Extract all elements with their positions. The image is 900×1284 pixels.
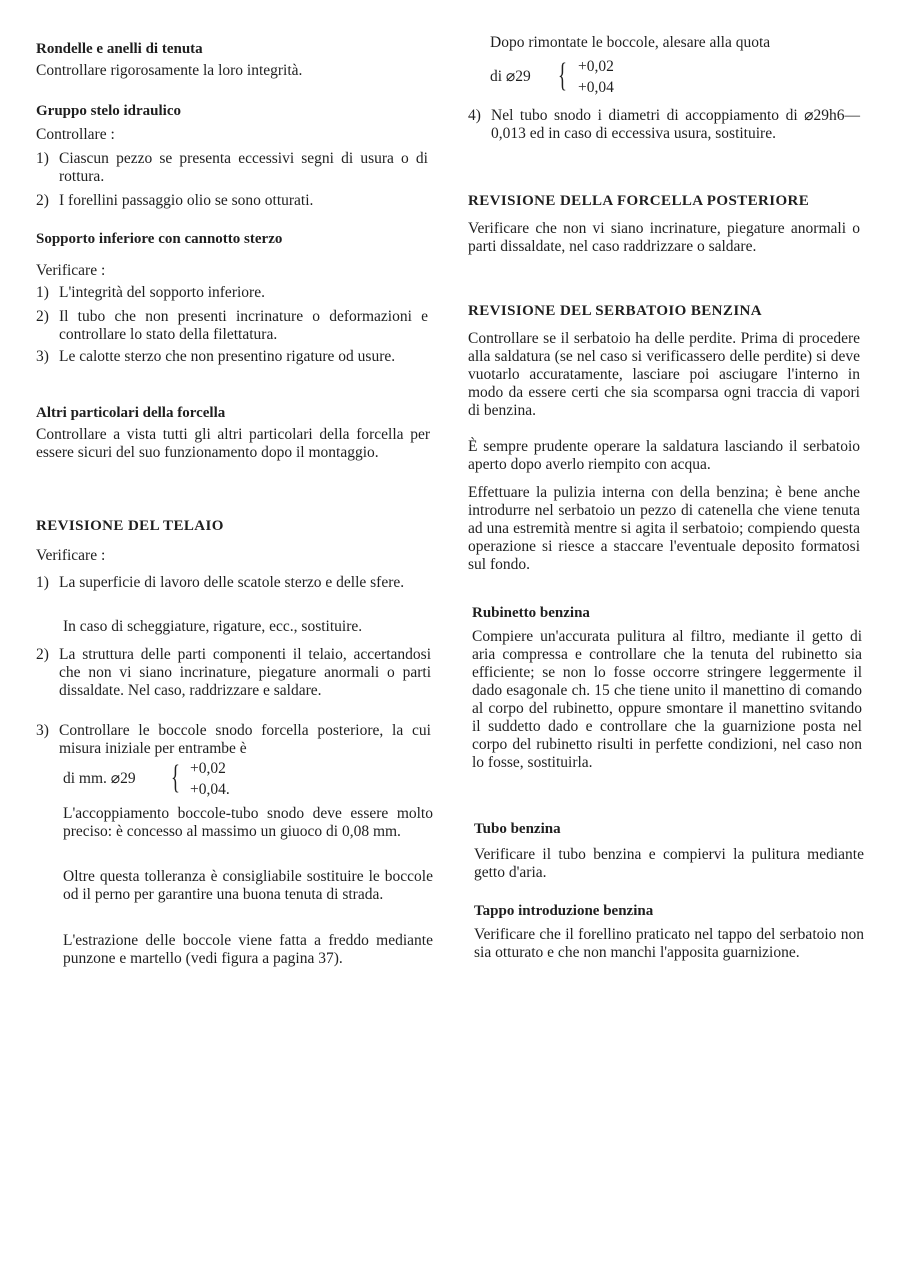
- telaio-paragraph-3: L'estrazione delle boccole viene fatta a freddo mediante punzone e martello (vedi figura a pagina 37).: [63, 932, 433, 967]
- heading-gruppo-stelo: Gruppo stelo idraulico: [36, 103, 182, 119]
- tolerance-label: di mm. ⌀29: [63, 770, 136, 787]
- tubo-text: Verificare il tubo benzina e compiervi la pulitura mediante getto d'aria.: [474, 846, 864, 881]
- brace-icon: {: [171, 759, 180, 796]
- item-number: 2): [36, 646, 49, 663]
- heading-revisione-forcella: REVISIONE DELLA FORCELLA POSTERIORE: [468, 193, 810, 209]
- item-text: Controllare le boccole snodo forcella posteriore, la cui misura iniziale per entrambe è: [59, 722, 431, 757]
- list-item: [36, 308, 428, 344]
- boccole-line: Dopo rimontate le boccole, alesare alla quota: [490, 34, 771, 51]
- item-text: Nel tubo snodo i diametri di accoppiamento di ⌀29h6—0,013 ed in caso di eccessiva usura, sostituire.: [491, 107, 860, 142]
- heading-tubo: Tubo benzina: [474, 821, 561, 837]
- item-number: 1): [36, 150, 49, 167]
- telaio-intro: Verificare :: [36, 547, 106, 564]
- telaio-paragraph-1: L'accoppiamento boccole-tubo snodo deve essere molto preciso: è concesso al massimo un giuoco di 0,08 mm.: [63, 805, 433, 840]
- item-text: Ciascun pezzo se presenta eccessivi segni di usura o di rottura.: [59, 150, 428, 185]
- list-item: [36, 348, 428, 384]
- sopporto-intro: Verificare :: [36, 262, 106, 279]
- list-item: [36, 646, 431, 718]
- item-text: I forellini passaggio olio se sono otturati.: [59, 192, 314, 209]
- tolerance-lower: +0,04.: [190, 781, 230, 798]
- tolerance-upper: +0,02: [578, 58, 614, 75]
- serbatoio-paragraph-3: Effettuare la pulizia interna con della benzina; è bene anche introdurre nel serbatoio un pezzo di catenella che viene tenuta ad una estremità mentre si agita il serbatoio; compiendo questa operazione si riesce a staccare l'eventuale deposito formatosi sul fondo.: [468, 484, 860, 573]
- list-item: [36, 722, 431, 758]
- item-number: 3): [36, 348, 49, 365]
- altri-particolari-text: Controllare a vista tutti gli altri particolari della forcella per essere sicuri del suo funzionamento dopo il montaggio.: [36, 426, 430, 461]
- list-item: [36, 284, 428, 302]
- item-text: La superficie di lavoro delle scatole sterzo e delle sfere.: [59, 574, 405, 591]
- item-text: L'integrità del sopporto inferiore.: [59, 284, 265, 301]
- rubinetto-text: Compiere un'accurata pulitura al filtro, mediante il getto di aria compressa e controllare che la tenuta del rubinetto sia efficiente; se non lo fosse occorre stringere leggermente il dado esagonale ch. 15 che tiene unito il manettino di comando al corpo del rubinetto, oppure smontare il manettino svitando il suddetto dado e controllare che la guarnizione posta nel corpo del rubinetto risulti in perfette condizioni, nel caso non lo fosse, sostituirla.: [472, 628, 862, 771]
- item-number: 1): [36, 284, 49, 301]
- item-number: 1): [36, 574, 49, 591]
- item-number: 3): [36, 722, 49, 739]
- item-number: 2): [36, 308, 49, 325]
- tappo-text: Verificare che il forellino praticato nel tappo del serbatoio non sia otturato e che non manchi l'apposita guarnizione.: [474, 926, 864, 961]
- item-text: Il tubo che non presenti incrinature o deformazioni e controllare lo stato della filettatura.: [59, 308, 428, 343]
- tolerance-formula: [490, 58, 690, 98]
- tolerance-label: di ⌀29: [490, 68, 531, 85]
- heading-altri-particolari: Altri particolari della forcella: [36, 405, 226, 421]
- item-number: 2): [36, 192, 49, 209]
- tolerance-upper: +0,02: [190, 760, 226, 777]
- forcella-text: Verificare che non vi siano incrinature, piegature anormali o parti dissaldate, nel caso raddrizzare o saldare.: [468, 220, 860, 255]
- item-text: Le calotte sterzo che non presentino rigature od usure.: [59, 348, 396, 365]
- heading-rondelle: Rondelle e anelli di tenuta: [36, 41, 203, 57]
- heading-rubinetto: Rubinetto benzina: [472, 605, 590, 621]
- tolerance-formula: [63, 760, 283, 800]
- heading-tappo: Tappo introduzione benzina: [474, 903, 654, 919]
- telaio-paragraph-2: Oltre questa tolleranza è consigliabile sostituire le boccole od il perno per garantire una buona tenuta di strada.: [63, 868, 433, 903]
- list-item: [36, 150, 428, 186]
- serbatoio-paragraph-2: È sempre prudente operare la saldatura lasciando il serbatoio aperto dopo averlo riempito con acqua.: [468, 438, 860, 473]
- brace-icon: {: [558, 57, 567, 94]
- list-item: [468, 107, 860, 161]
- list-item: [36, 192, 428, 210]
- tolerance-lower: +0,04: [578, 79, 614, 96]
- heading-revisione-serbatoio: REVISIONE DEL SERBATOIO BENZINA: [468, 303, 763, 319]
- list-item: [36, 574, 431, 610]
- gruppo-stelo-intro: Controllare :: [36, 126, 115, 143]
- heading-revisione-telaio: REVISIONE DEL TELAIO: [36, 518, 224, 534]
- heading-sopporto: Sopporto inferiore con cannotto sterzo: [36, 231, 283, 247]
- item-number: 4): [468, 107, 481, 124]
- telaio-item1-extra: In caso di scheggiature, rigature, ecc., sostituire.: [63, 618, 363, 635]
- item-text: La struttura delle parti componenti il telaio, accertandosi che non vi siano incrinature, piegature anormali o parti dissaldate. Nel caso, raddrizzare e saldare.: [59, 646, 431, 699]
- rondelle-text: Controllare rigorosamente la loro integrità.: [36, 62, 303, 79]
- serbatoio-paragraph-1: Controllare se il serbatoio ha delle perdite. Prima di procedere alla saldatura (se nel caso si verificassero delle perdite) si deve vuotarlo accuratamente, lasciare poi asciugare l'interno in modo da essere certi che sia scomparsa ogni traccia di vapori di benzina.: [468, 330, 860, 419]
